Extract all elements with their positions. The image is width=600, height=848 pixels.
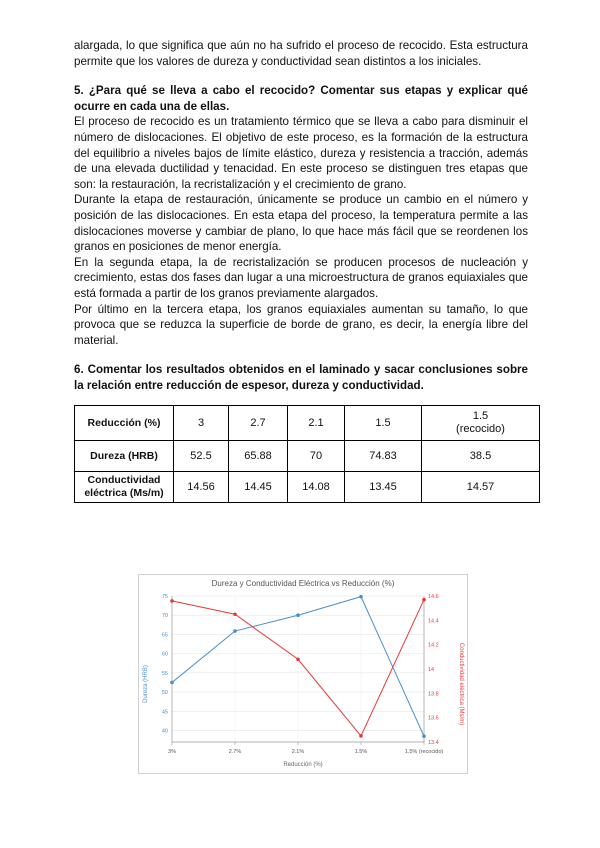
row-header-conductividad: Conductividad eléctrica (Ms/m) (75, 472, 174, 503)
y-right-tick-label: 14.6 (428, 594, 439, 600)
table-cell: 14.56 (174, 472, 229, 503)
section5-paragraph-4: Por último en la tercera etapa, los granos equiaxiales aumentan su tamaño, lo que provoca que se reduzca la superficie de borde de grano, es decir, la energía libre del material. (74, 302, 528, 347)
y-right-tick-label: 13.4 (428, 740, 439, 746)
y-axis-right-label: Conductividad eléctrica (Ms/m) (458, 642, 464, 726)
y-left-tick-label: 45 (161, 709, 168, 716)
table-cell: 14.45 (229, 472, 288, 503)
y-right-tick-label: 14 (428, 667, 435, 673)
y-left-tick-label: 75 (161, 594, 168, 600)
table-row (75, 472, 540, 503)
data-point-1 (233, 629, 237, 633)
section5-heading: 5. ¿Para qué se lleva a cabo el recocido? Comentar sus etapas y explicar qué ocurre en cada una de ellas. (74, 84, 528, 113)
y-right-tick-label: 14.4 (428, 618, 439, 625)
data-point-1 (359, 595, 363, 599)
y-right-tick-label: 13.6 (428, 715, 439, 722)
y-left-tick-label: 65 (161, 632, 168, 639)
table-cell: 2.7 (229, 406, 288, 441)
table-cell: 70 (288, 441, 345, 472)
data-point-2 (359, 734, 363, 738)
y-left-tick-label: 60 (161, 651, 168, 658)
table-cell: 38.5 (422, 441, 540, 472)
data-point-2 (296, 657, 300, 661)
data-point-2 (233, 612, 237, 616)
x-tick-label: 3% (168, 749, 176, 755)
section6-heading: 6. Comentar los resultados obtenidos en el laminado y sacar conclusiones sobre la relación entre reducción de espesor, dureza y conductividad. (74, 363, 528, 392)
table-cell: 3 (174, 406, 229, 441)
y-left-tick-label: 50 (161, 690, 168, 697)
table-cell: 74.83 (345, 441, 422, 472)
table-row (75, 406, 540, 441)
y-right-tick-label: 13.8 (428, 691, 439, 698)
section5-paragraph-2: Durante la etapa de restauración, únicamente se produce un cambio en el número y posición de las dislocaciones. En esta etapa del proceso, la temperatura permite a las dislocaciones moverse y cambiar de plano, lo que hace más fácil que se reordenen los granos en posiciones de menor energía. (74, 193, 528, 254)
x-tick-label: 1.5% (recocido) (404, 749, 444, 755)
data-point-1 (170, 681, 174, 685)
y-right-tick-label: 14.2 (428, 642, 439, 649)
row-header-dureza: Dureza (HRB) (75, 441, 174, 472)
dureza-conductividad-chart (138, 574, 468, 774)
table-cell: 1.5 (345, 406, 422, 441)
x-tick-label: 2.1% (291, 749, 305, 755)
document-page (74, 38, 528, 503)
table-cell: 14.08 (288, 472, 345, 503)
section5-paragraph-1: El proceso de recocido es un tratamiento térmico que se lleva a cabo para disminuir el número de dislocaciones. El objetivo de este proceso, es la formación de la estructura del equilibrio a niveles bajos de límite elástico, dureza y resistencia a tracción, además de una elevada ductilidad y tenacidad. En este proceso se distinguen tres etapas que son: la restauración, la recristalización y el crecimiento de grano. (74, 115, 528, 191)
x-axis-label: Reducción (%) (283, 762, 323, 768)
table-cell: 14.57 (422, 472, 540, 503)
row-header-reduccion: Reducción (%) (75, 406, 174, 441)
y-left-tick-label: 40 (161, 728, 168, 735)
section5-paragraph-3: En la segunda etapa, la de recristalización se producen procesos de nucleación y crecimiento, estas dos fases dan lugar a una microestructura de granos equiaxiales que está formada a partir de los granos previamente alargados. (74, 255, 528, 300)
table-cell: 52.5 (174, 441, 229, 472)
data-point-2 (170, 599, 174, 603)
table-cell: 1.5 (recocido) (422, 406, 540, 441)
table-cell: 65.88 (229, 441, 288, 472)
y-axis-left-label: Dureza (HRB) (143, 665, 149, 703)
intro-paragraph: alargada, lo que significa que aún no ha sufrido el proceso de recocido. Esta estructura permite que los valores de dureza y conductividad sean distintos a los iniciales. (74, 39, 528, 68)
chart-title: Dureza y Conductividad Eléctrica vs Reducción (%) (211, 579, 395, 588)
y-left-tick-label: 70 (161, 613, 168, 620)
data-point-2 (422, 598, 426, 602)
y-left-tick-label: 55 (161, 670, 168, 677)
results-table (74, 405, 540, 503)
data-point-1 (422, 734, 426, 738)
table-cell: 13.45 (345, 472, 422, 503)
data-point-1 (296, 613, 300, 617)
table-cell: 2.1 (288, 406, 345, 441)
x-tick-label: 1.5% (354, 749, 368, 755)
x-tick-label: 2.7% (228, 749, 242, 755)
table-row (75, 441, 540, 472)
